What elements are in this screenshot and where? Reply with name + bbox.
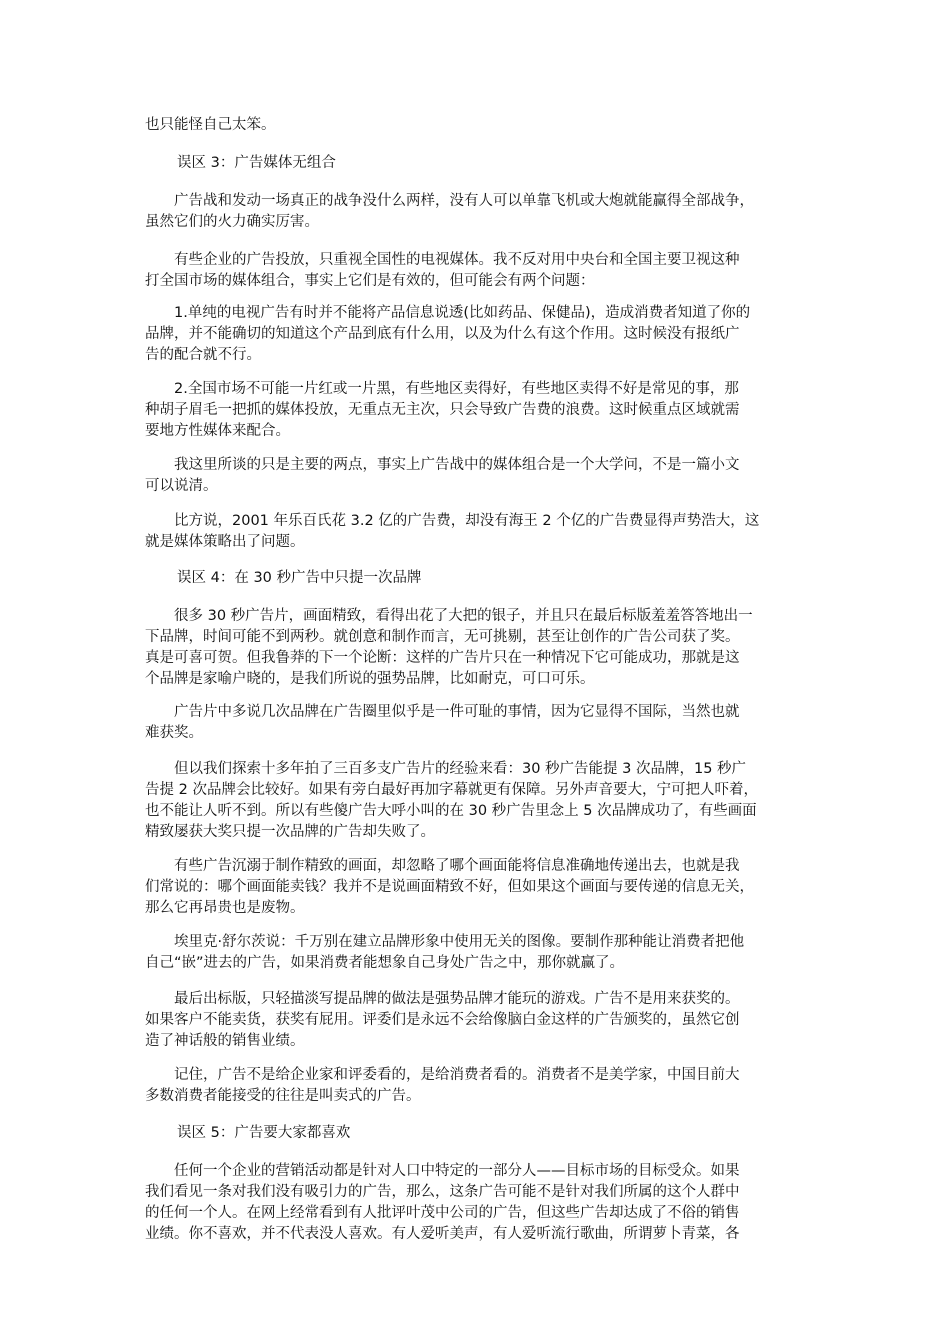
paragraph: 记住，广告不是给企业家和评委看的，是给消费者看的。消费者不是美学家，中国目前大 多数消费者能接受的往往是叫卖式的广告。 [145, 1067, 740, 1104]
paragraph-continuation: 也只能怪自己太笨。 [145, 117, 276, 133]
paragraph: 但以我们探索十多年拍了三百多支广告片的经验来看：30 秒广告能提 3 次品牌，15 秒广 告提 2 次品牌会比较好。如果有旁白最好再加字幕就更有保障。另外声音要大，宁可把人吓着， 也不能让人听不到。所以有些傻广告大呼小叫的在 30 秒广告里念上 5 次品牌成功了，有些画面 精致屡获大奖只提一次品牌的广告却失败了。 [145, 761, 758, 840]
section-heading-5: 误区 5：广告要大家都喜欢 [177, 1125, 351, 1141]
paragraph: 最后出标版，只轻描淡写提品牌的做法是强势品牌才能玩的游戏。广告不是用来获奖的。 如果客户不能卖货，获奖有屁用。评委们是永远不会给像脑白金这样的广告颁奖的，虽然它创 造了神话般的销售业绩。 [145, 991, 740, 1049]
paragraph: 埃里克·舒尔茨说：千万别在建立品牌形象中使用无关的图像。要制作那种能让消费者把他 自己“嵌”进去的广告，如果消费者能想象自己身处广告之中，那你就赢了。 [145, 934, 745, 971]
paragraph: 有些广告沉溺于制作精致的画面，却忽略了哪个画面能将信息准确地传递出去，也就是我 们常说的：哪个画面能卖钱？我并不是说画面精致不好，但如果这个画面与要传递的信息无关， 那么它再昂贵也是废物。 [145, 858, 754, 916]
paragraph: 1.单纯的电视广告有时并不能将产品信息说透(比如药品、保健品)，造成消费者知道了你的 品牌，并不能确切的知道这个产品到底有什么用，以及为什么有这个作用。这时候没有报纸广 告的配合就不行。 [145, 305, 751, 363]
paragraph: 广告片中多说几次品牌在广告圈里似乎是一件可耻的事情，因为它显得不国际，当然也就 难获奖。 [145, 704, 740, 741]
paragraph: 有些企业的广告投放，只重视全国性的电视媒体。我不反对用中央台和全国主要卫视这种 打全国市场的媒体组合，事实上它们是有效的，但可能会有两个问题： [145, 252, 740, 289]
paragraph: 比方说，2001 年乐百氏花 3.2 亿的广告费，却没有海王 2 个亿的广告费显得声势浩大，这 就是媒体策略出了问题。 [145, 513, 760, 550]
paragraph: 很多 30 秒广告片，画面精致，看得出花了大把的银子，并且只在最后标版羞羞答答地出一 下品牌，时间可能不到两秒。就创意和制作而言，无可挑剔，甚至让创作的广告公司获了奖。 真是可喜可贺。但我鲁莽的下一个论断：这样的广告片只在一种情况下它可能成功，那就是这 个品牌是家喻户晓的，是我们所说的强势品牌，比如耐克，可口可乐。 [145, 608, 753, 687]
paragraph: 任何一个企业的营销活动都是针对人口中特定的一部分人——目标市场的目标受众。如果 我们看见一条对我们没有吸引力的广告，那么，这条广告可能不是针对我们所属的这个人群中 的任何一个人。在网上经常看到有人批评叶茂中公司的广告，但这些广告却达成了不俗的销售 业绩。你不喜欢，并不代表没人喜欢。有人爱听美声，有人爱听流行歌曲，所谓萝卜青菜，各 [145, 1163, 740, 1242]
section-heading-3: 误区 3：广告媒体无组合 [177, 155, 336, 171]
section-heading-4: 误区 4：在 30 秒广告中只提一次品牌 [177, 570, 422, 586]
paragraph: 2.全国市场不可能一片红或一片黑，有些地区卖得好，有些地区卖得不好是常见的事，那 种胡子眉毛一把抓的媒体投放，无重点无主次，只会导致广告费的浪费。这时候重点区域就需 要地方性媒体来配合。 [145, 381, 740, 439]
paragraph: 我这里所谈的只是主要的两点，事实上广告战中的媒体组合是一个大学问，不是一篇小文 可以说清。 [145, 457, 740, 494]
paragraph: 广告战和发动一场真正的战争没什么两样，没有人可以单靠飞机或大炮就能赢得全部战争， 虽然它们的火力确实厉害。 [145, 193, 754, 230]
